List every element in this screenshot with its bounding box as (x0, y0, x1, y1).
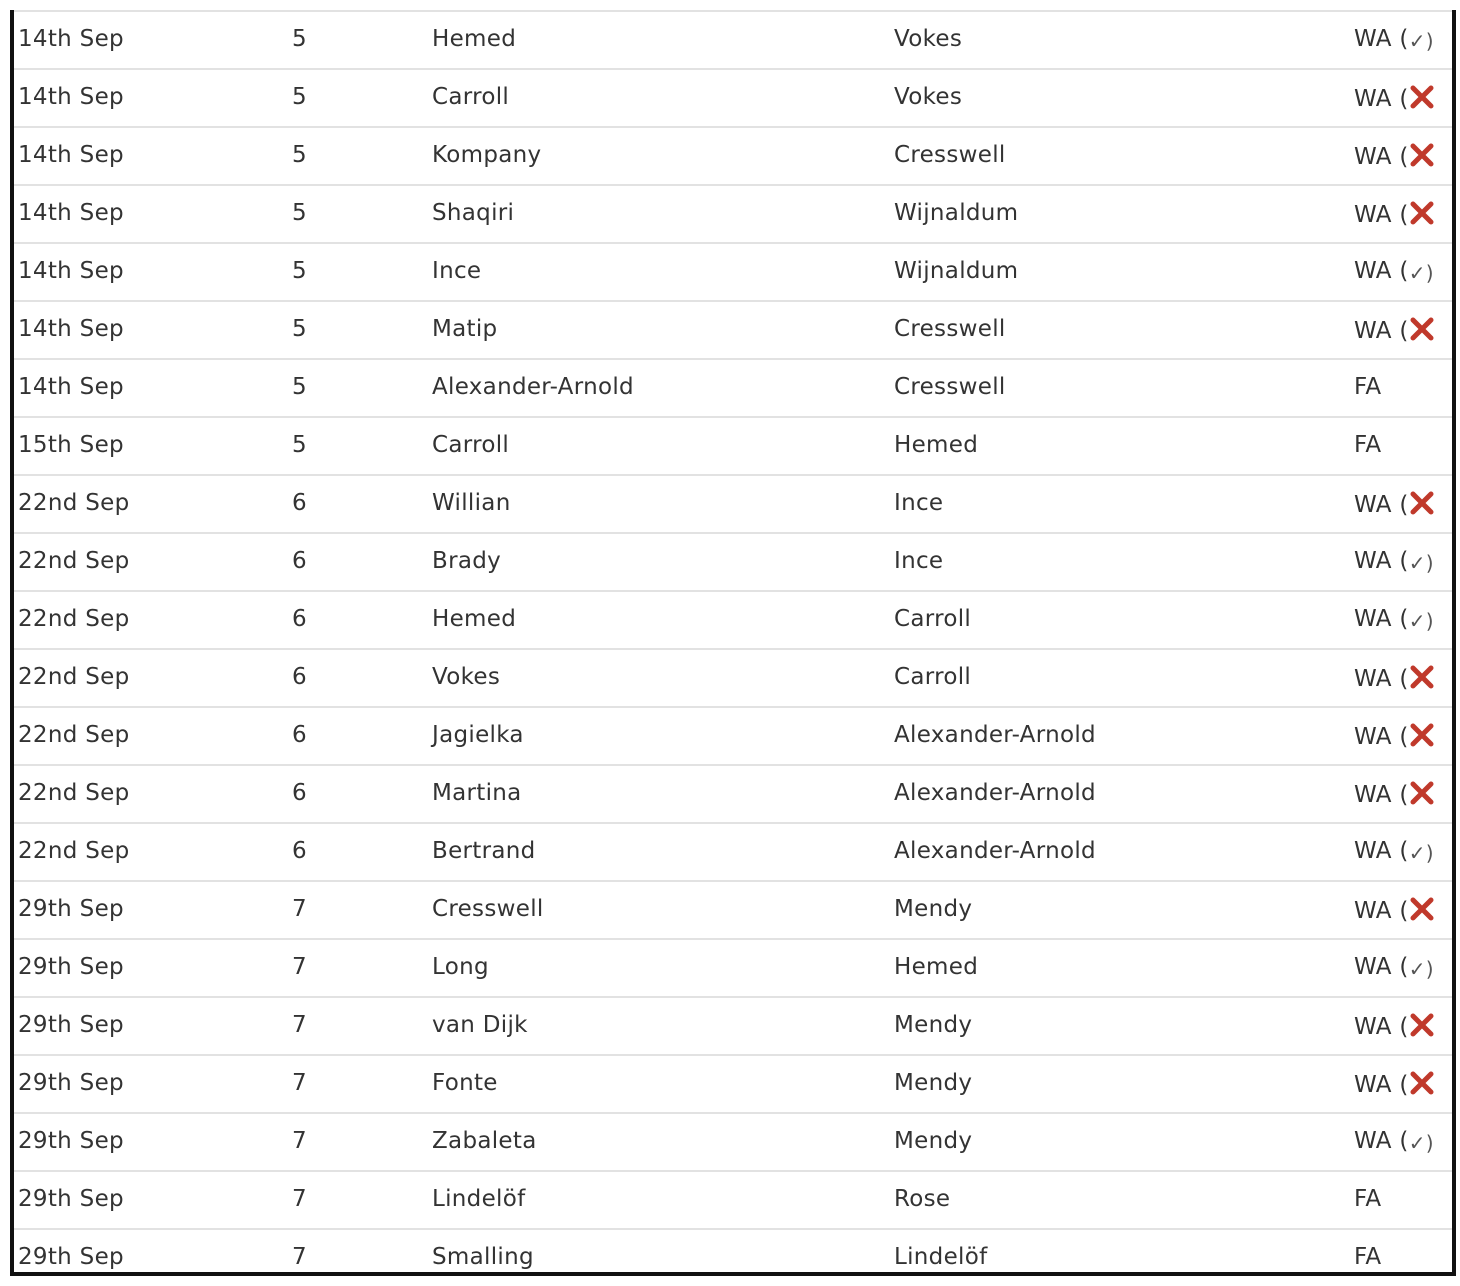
gameweek: 5 (292, 432, 307, 458)
cross-icon (1409, 490, 1435, 516)
gameweek: 7 (292, 1070, 307, 1096)
table-row (14, 244, 1452, 302)
player-in: Brady (432, 548, 502, 574)
transfer-date: 14th Sep (18, 200, 124, 226)
check-mark-icon: ✓) (1408, 29, 1434, 53)
gameweek: 6 (292, 606, 307, 632)
transfer-date: 29th Sep (18, 1244, 124, 1270)
cross-icon (1409, 316, 1435, 342)
gameweek: 6 (292, 780, 307, 806)
cross-icon (1409, 1070, 1435, 1096)
player-out: Cresswell (894, 374, 1006, 400)
player-out: Mendy (894, 1128, 973, 1154)
player-out: Ince (894, 490, 944, 516)
player-in: Martina (432, 780, 522, 806)
transfer-date: 14th Sep (18, 316, 124, 342)
transfer-result (1354, 606, 1434, 633)
check-mark-icon: ✓) (1408, 957, 1434, 981)
cross-icon (1409, 896, 1435, 922)
result-label: WA ( (1354, 838, 1409, 864)
result-label: WA ( (1354, 898, 1409, 924)
result-label: WA ( (1354, 144, 1409, 170)
player-out: Hemed (894, 432, 979, 458)
table-row (14, 1114, 1452, 1172)
table-row (14, 1056, 1452, 1114)
result-label: WA ( (1354, 492, 1409, 518)
player-in: van Dijk (432, 1012, 528, 1038)
result-label: WA ( (1354, 548, 1409, 574)
transfer-result (1354, 664, 1435, 692)
gameweek: 6 (292, 490, 307, 516)
player-in: Bertrand (432, 838, 536, 864)
transfer-date: 22nd Sep (18, 838, 130, 864)
gameweek: 5 (292, 142, 307, 168)
transfer-result (1354, 1186, 1381, 1212)
player-in: Fonte (432, 1070, 498, 1096)
cross-icon (1409, 142, 1435, 168)
result-label: WA ( (1354, 1072, 1409, 1098)
transfer-result (1354, 1012, 1435, 1040)
transfer-date: 29th Sep (18, 1128, 124, 1154)
gameweek: 5 (292, 84, 307, 110)
player-in: Smalling (432, 1244, 534, 1270)
result-label: WA ( (1354, 666, 1409, 692)
transfer-date: 22nd Sep (18, 780, 130, 806)
result-label: WA ( (1354, 202, 1409, 228)
player-in: Carroll (432, 432, 510, 458)
gameweek: 7 (292, 954, 307, 980)
check-mark-icon: ✓) (1408, 551, 1434, 575)
cross-icon (1409, 722, 1435, 748)
table-body (14, 12, 1452, 1286)
gameweek: 5 (292, 26, 307, 52)
transfer-result (1354, 200, 1435, 228)
gameweek: 5 (292, 316, 307, 342)
transfer-result (1354, 316, 1435, 344)
transfer-date: 14th Sep (18, 374, 124, 400)
player-in: Hemed (432, 26, 517, 52)
table-row (14, 302, 1452, 360)
gameweek: 6 (292, 722, 307, 748)
table-row (14, 12, 1452, 70)
transfer-date: 14th Sep (18, 258, 124, 284)
table-row (14, 708, 1452, 766)
result-label: WA ( (1354, 1128, 1409, 1154)
table-row (14, 186, 1452, 244)
player-in: Kompany (432, 142, 542, 168)
player-out: Mendy (894, 896, 973, 922)
transfer-date: 22nd Sep (18, 722, 130, 748)
transfer-result (1354, 490, 1435, 518)
player-in: Willian (432, 490, 511, 516)
result-label: WA ( (1354, 782, 1409, 808)
table-row (14, 766, 1452, 824)
check-mark-icon: ✓) (1408, 841, 1434, 865)
transfer-result (1354, 954, 1434, 981)
result-label: FA (1354, 1186, 1382, 1212)
transfer-result (1354, 26, 1434, 53)
check-mark-icon: ✓) (1408, 609, 1434, 633)
table-row (14, 476, 1452, 534)
result-label: WA ( (1354, 724, 1409, 750)
gameweek: 6 (292, 548, 307, 574)
transfer-date: 29th Sep (18, 1012, 124, 1038)
player-out: Alexander-Arnold (894, 780, 1096, 806)
transfer-result (1354, 258, 1434, 285)
player-out: Alexander-Arnold (894, 838, 1096, 864)
transfer-date: 14th Sep (18, 26, 124, 52)
check-mark-icon: ✓) (1408, 261, 1434, 285)
transfer-date: 29th Sep (18, 896, 124, 922)
result-label: FA (1354, 432, 1382, 458)
transfer-result (1354, 896, 1435, 924)
gameweek: 6 (292, 664, 307, 690)
result-label: WA ( (1354, 258, 1409, 284)
table-row (14, 1230, 1452, 1286)
transfer-result (1354, 1070, 1435, 1098)
table-row (14, 824, 1452, 882)
result-label: WA ( (1354, 1014, 1409, 1040)
cross-icon (1409, 780, 1435, 806)
transfer-result (1354, 722, 1435, 750)
player-out: Vokes (894, 26, 963, 52)
transfer-result (1354, 84, 1435, 112)
player-out: Ince (894, 548, 944, 574)
player-in: Lindelöf (432, 1186, 526, 1212)
gameweek: 7 (292, 1244, 307, 1270)
result-label: WA ( (1354, 606, 1409, 632)
table-row (14, 650, 1452, 708)
transfer-date: 29th Sep (18, 1070, 124, 1096)
transfer-date: 15th Sep (18, 432, 124, 458)
table-row (14, 592, 1452, 650)
transfer-result (1354, 838, 1434, 865)
table-row (14, 940, 1452, 998)
player-out: Mendy (894, 1070, 973, 1096)
check-mark-icon: ✓) (1408, 1131, 1434, 1155)
player-out: Rose (894, 1186, 951, 1212)
player-in: Hemed (432, 606, 517, 632)
transfer-result (1354, 1128, 1434, 1155)
player-out: Mendy (894, 1012, 973, 1038)
result-label: WA ( (1354, 86, 1409, 112)
table-row (14, 360, 1452, 418)
cross-icon (1409, 200, 1435, 226)
player-in: Ince (432, 258, 482, 284)
player-in: Jagielka (432, 722, 524, 748)
transfer-result (1354, 1244, 1381, 1270)
player-in: Vokes (432, 664, 501, 690)
transfer-date: 22nd Sep (18, 664, 130, 690)
transfer-date: 29th Sep (18, 1186, 124, 1212)
result-label: WA ( (1354, 954, 1409, 980)
player-in: Shaqiri (432, 200, 515, 226)
gameweek: 5 (292, 374, 307, 400)
player-in: Carroll (432, 84, 510, 110)
cross-icon (1409, 664, 1435, 690)
transfer-date: 14th Sep (18, 142, 124, 168)
result-label: FA (1354, 374, 1382, 400)
player-in: Cresswell (432, 896, 544, 922)
player-out: Wijnaldum (894, 200, 1019, 226)
table-row (14, 998, 1452, 1056)
table-row (14, 418, 1452, 476)
cross-icon (1409, 84, 1435, 110)
player-out: Hemed (894, 954, 979, 980)
player-out: Wijnaldum (894, 258, 1019, 284)
gameweek: 5 (292, 258, 307, 284)
result-label: WA ( (1354, 26, 1409, 52)
transfer-result (1354, 432, 1381, 458)
player-in: Long (432, 954, 489, 980)
player-in: Matip (432, 316, 498, 342)
transfer-date: 29th Sep (18, 954, 124, 980)
player-out: Cresswell (894, 142, 1006, 168)
result-label: FA (1354, 1244, 1382, 1270)
table-row (14, 128, 1452, 186)
transfer-date: 14th Sep (18, 84, 124, 110)
transfer-result (1354, 374, 1381, 400)
player-out: Lindelöf (894, 1244, 988, 1270)
player-out: Vokes (894, 84, 963, 110)
gameweek: 6 (292, 838, 307, 864)
transfer-date: 22nd Sep (18, 606, 130, 632)
table-row (14, 1172, 1452, 1230)
gameweek: 5 (292, 200, 307, 226)
gameweek: 7 (292, 1186, 307, 1212)
table-row (14, 882, 1452, 940)
transfer-date: 22nd Sep (18, 490, 130, 516)
player-out: Carroll (894, 606, 972, 632)
player-out: Cresswell (894, 316, 1006, 342)
transfer-result (1354, 780, 1435, 808)
transfers-table (10, 10, 1456, 1276)
table-row (14, 534, 1452, 592)
gameweek: 7 (292, 1012, 307, 1038)
player-out: Alexander-Arnold (894, 722, 1096, 748)
transfer-result (1354, 548, 1434, 575)
player-in: Alexander-Arnold (432, 374, 634, 400)
gameweek: 7 (292, 1128, 307, 1154)
transfer-date: 22nd Sep (18, 548, 130, 574)
transfer-result (1354, 142, 1435, 170)
gameweek: 7 (292, 896, 307, 922)
player-out: Carroll (894, 664, 972, 690)
player-in: Zabaleta (432, 1128, 537, 1154)
result-label: WA ( (1354, 318, 1409, 344)
cross-icon (1409, 1012, 1435, 1038)
table-row (14, 70, 1452, 128)
